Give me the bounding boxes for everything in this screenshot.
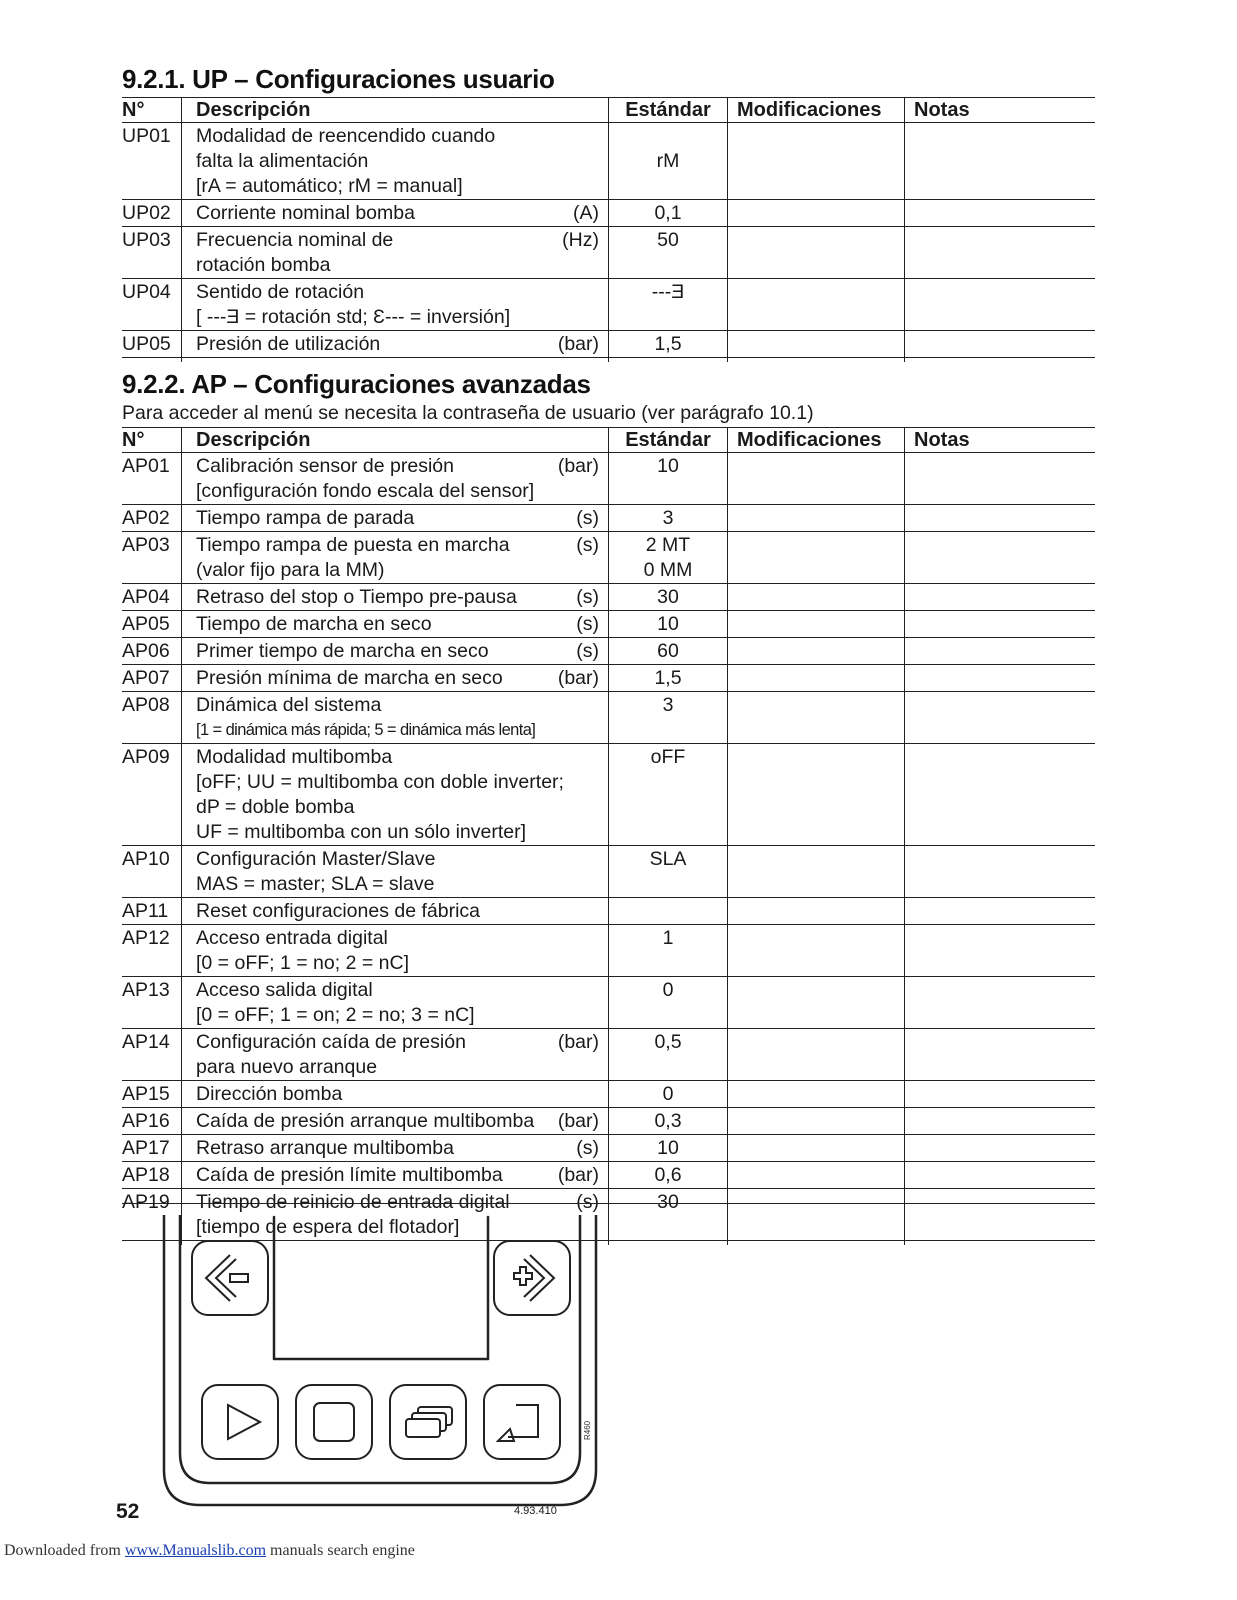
param-standard xyxy=(609,898,728,924)
param-description xyxy=(182,279,609,330)
standard-value: SLA xyxy=(649,848,687,870)
tail-cell xyxy=(182,358,609,362)
param-unit: (s) xyxy=(576,586,599,608)
description-line: [1 = dinámica más rápida; 5 = dinámica más lenta] xyxy=(196,721,536,739)
table-header-row xyxy=(122,97,1095,123)
description-line: Dirección bomba xyxy=(196,1083,343,1105)
param-description xyxy=(182,611,609,637)
tail-cell xyxy=(905,358,1095,362)
param-notes xyxy=(905,532,1095,583)
description-line: [oFF; UU = multibomba con doble inverter; xyxy=(196,771,564,793)
param-description xyxy=(182,846,609,897)
param-unit: (bar) xyxy=(557,1031,599,1053)
param-modifications xyxy=(728,611,905,637)
param-description xyxy=(182,331,609,357)
param-modifications xyxy=(728,584,905,610)
menu-icon xyxy=(390,1385,466,1459)
standard-value: 0,3 xyxy=(654,1110,682,1132)
param-code: UP03 xyxy=(122,227,182,278)
description-line: [rA = automático; rM = manual] xyxy=(196,175,463,197)
header-modifications: Modificaciones xyxy=(728,428,905,452)
param-description xyxy=(182,692,609,743)
param-modifications xyxy=(728,638,905,664)
table-bottom-rule xyxy=(122,1203,1095,1204)
param-description xyxy=(182,898,609,924)
description-line: Tiempo de reinicio de entrada digital xyxy=(196,1191,510,1213)
param-code: AP04 xyxy=(122,584,182,610)
param-code: AP02 xyxy=(122,505,182,531)
standard-value: 0 xyxy=(662,1083,674,1105)
param-standard xyxy=(609,638,728,664)
standard-value: 3 xyxy=(662,507,674,529)
description-line: rotación bomba xyxy=(196,254,331,276)
param-code: UP05 xyxy=(122,331,182,357)
param-notes xyxy=(905,1081,1095,1107)
table-row xyxy=(122,898,1095,925)
param-standard xyxy=(609,227,728,278)
display-window xyxy=(274,1217,488,1359)
header-standard: Estándar xyxy=(609,428,728,452)
param-code: AP14 xyxy=(122,1029,182,1080)
table-row xyxy=(122,453,1095,505)
table-row xyxy=(122,1081,1095,1108)
document-reference: 4.93.410 xyxy=(514,1505,557,1517)
table-row xyxy=(122,1162,1095,1189)
param-description xyxy=(182,200,609,226)
table-row xyxy=(122,1108,1095,1135)
description-line: para nuevo arranque xyxy=(196,1056,378,1078)
table-row xyxy=(122,200,1095,227)
description-line: Configuración Master/Slave xyxy=(196,848,436,870)
param-description xyxy=(182,665,609,691)
table-row xyxy=(122,638,1095,665)
param-standard xyxy=(609,692,728,743)
standard-value: 1 xyxy=(662,927,674,949)
standard-value: 0 xyxy=(662,979,674,1001)
description-line: dP = doble bomba xyxy=(196,796,355,818)
param-code: AP12 xyxy=(122,925,182,976)
param-modifications xyxy=(728,505,905,531)
param-notes xyxy=(905,611,1095,637)
param-unit: (bar) xyxy=(557,667,599,689)
description-line: Tiempo de marcha en seco xyxy=(196,613,432,635)
param-modifications xyxy=(728,925,905,976)
param-unit: (s) xyxy=(576,1191,599,1213)
param-notes xyxy=(905,925,1095,976)
param-unit: (bar) xyxy=(557,1110,599,1132)
standard-value: rM xyxy=(656,150,680,172)
table-row xyxy=(122,665,1095,692)
stop-icon xyxy=(296,1385,372,1459)
param-unit: (s) xyxy=(576,507,599,529)
table-row xyxy=(122,692,1095,744)
param-notes xyxy=(905,227,1095,278)
param-notes xyxy=(905,898,1095,924)
param-code: AP08 xyxy=(122,692,182,743)
tail-cell xyxy=(122,358,182,362)
download-prefix: Downloaded from xyxy=(4,1542,125,1559)
param-standard xyxy=(609,1135,728,1161)
description-line: [0 = oFF; 1 = no; 2 = nC] xyxy=(196,952,409,974)
param-standard xyxy=(609,925,728,976)
standard-value: 30 xyxy=(657,586,679,608)
param-description xyxy=(182,453,609,504)
section-title-up: 9.2.1. UP – Configuraciones usuario xyxy=(122,64,555,94)
description-line: Retraso del stop o Tiempo pre-pausa xyxy=(196,586,517,608)
param-notes xyxy=(905,1108,1095,1134)
param-code: UP01 xyxy=(122,123,182,199)
param-code: AP13 xyxy=(122,977,182,1028)
standard-value: 10 xyxy=(657,455,679,477)
enter-button xyxy=(484,1385,560,1459)
standard-value: 3 xyxy=(662,694,674,716)
param-description xyxy=(182,925,609,976)
param-code: AP09 xyxy=(122,744,182,845)
param-standard xyxy=(609,665,728,691)
standard-value: 60 xyxy=(657,640,679,662)
page-number: 52 xyxy=(116,1500,140,1523)
param-notes xyxy=(905,331,1095,357)
param-description xyxy=(182,744,609,845)
table-row xyxy=(122,977,1095,1029)
standard-value: 0,6 xyxy=(654,1164,682,1186)
minus-arrow-icon xyxy=(192,1241,268,1315)
table-row xyxy=(122,611,1095,638)
standard-value: 10 xyxy=(657,613,679,635)
param-modifications xyxy=(728,123,905,199)
param-notes xyxy=(905,279,1095,330)
param-notes xyxy=(905,123,1095,199)
description-line: Frecuencia nominal de xyxy=(196,229,394,251)
header-modifications: Modificaciones xyxy=(728,98,905,122)
table-row xyxy=(122,584,1095,611)
description-line: Retraso arranque multibomba xyxy=(196,1137,454,1159)
param-standard xyxy=(609,846,728,897)
description-line: [configuración fondo escala del sensor] xyxy=(196,480,535,502)
download-note xyxy=(4,1542,415,1560)
param-code: AP15 xyxy=(122,1081,182,1107)
tail-cell xyxy=(728,1241,905,1245)
ap-intro-text: Para acceder al menú se necesita la contraseña de usuario (ver parágrafo 10.1) xyxy=(122,402,814,424)
param-unit: (s) xyxy=(576,640,599,662)
param-description xyxy=(182,1135,609,1161)
table-row xyxy=(122,227,1095,279)
param-description xyxy=(182,123,609,199)
param-modifications xyxy=(728,279,905,330)
param-modifications xyxy=(728,331,905,357)
param-description xyxy=(182,532,609,583)
param-code: AP17 xyxy=(122,1135,182,1161)
description-line: Tiempo rampa de parada xyxy=(196,507,415,529)
param-notes xyxy=(905,200,1095,226)
plus-arrow-icon xyxy=(494,1241,570,1315)
param-standard xyxy=(609,532,728,583)
param-notes xyxy=(905,692,1095,743)
header-notes: Notas xyxy=(914,429,970,451)
figure-code: R460 xyxy=(583,1420,592,1440)
description-line: Corriente nominal bomba xyxy=(196,202,415,224)
description-line: Dinámica del sistema xyxy=(196,694,382,716)
param-code: UP04 xyxy=(122,279,182,330)
standard-value: 0,1 xyxy=(654,202,682,224)
param-notes xyxy=(905,744,1095,845)
description-line: Reset configuraciones de fábrica xyxy=(196,900,480,922)
param-unit: (bar) xyxy=(557,455,599,477)
table-row xyxy=(122,505,1095,532)
param-standard xyxy=(609,200,728,226)
param-description xyxy=(182,584,609,610)
description-line: Tiempo rampa de puesta en marcha xyxy=(196,534,510,556)
standard-value xyxy=(609,899,727,924)
param-standard xyxy=(609,1029,728,1080)
up-parameters-table xyxy=(122,97,1095,362)
param-notes xyxy=(905,1135,1095,1161)
param-modifications xyxy=(728,1029,905,1080)
param-notes xyxy=(905,1189,1095,1240)
device-inner-outline xyxy=(180,1215,580,1483)
description-line: [tiempo de espera del flotador] xyxy=(196,1216,460,1238)
param-modifications xyxy=(728,846,905,897)
section-title-ap: 9.2.2. AP – Configuraciones avanzadas xyxy=(122,369,591,399)
standard-value: 10 xyxy=(657,1137,679,1159)
tail-cell xyxy=(609,358,728,362)
param-modifications xyxy=(728,1135,905,1161)
table-header-row xyxy=(122,427,1095,453)
description-line: Modalidad de reencendido cuando xyxy=(196,125,496,147)
param-code: AP07 xyxy=(122,665,182,691)
param-notes xyxy=(905,584,1095,610)
enter-icon xyxy=(484,1385,560,1459)
table-row xyxy=(122,123,1095,200)
description-line: UF = multibomba con un sólo inverter] xyxy=(196,821,527,843)
param-code: AP11 xyxy=(122,898,182,924)
description-line: Presión de utilización xyxy=(196,333,381,355)
play-icon xyxy=(202,1385,278,1459)
param-notes xyxy=(905,846,1095,897)
standard-value: 1,5 xyxy=(654,667,682,689)
param-description xyxy=(182,1029,609,1080)
param-modifications xyxy=(728,1189,905,1240)
description-line: Primer tiempo de marcha en seco xyxy=(196,640,489,662)
description-line: Caída de presión arranque multibomba xyxy=(196,1110,535,1132)
table-row xyxy=(122,331,1095,358)
description-line: Presión mínima de marcha en seco xyxy=(196,667,503,689)
param-unit: (A) xyxy=(573,202,599,224)
param-notes xyxy=(905,638,1095,664)
param-modifications xyxy=(728,1081,905,1107)
param-code: AP19 xyxy=(122,1189,182,1240)
param-standard xyxy=(609,505,728,531)
param-unit: (bar) xyxy=(557,333,599,355)
param-standard xyxy=(609,1108,728,1134)
standard-value xyxy=(609,124,727,149)
param-modifications xyxy=(728,744,905,845)
header-description: Descripción xyxy=(182,428,609,452)
param-notes xyxy=(905,1162,1095,1188)
standard-value: 2 MT xyxy=(645,534,691,556)
param-standard xyxy=(609,977,728,1028)
description-line: Calibración sensor de presión xyxy=(196,455,454,477)
param-modifications xyxy=(728,1162,905,1188)
param-modifications xyxy=(728,665,905,691)
header-standard: Estándar xyxy=(609,98,728,122)
description-line: MAS = master; SLA = slave xyxy=(196,873,435,895)
param-description xyxy=(182,1162,609,1188)
standard-value: oFF xyxy=(650,746,686,768)
param-modifications xyxy=(728,692,905,743)
description-line: Caída de presión límite multibomba xyxy=(196,1164,503,1186)
param-standard xyxy=(609,611,728,637)
param-notes xyxy=(905,505,1095,531)
param-notes xyxy=(905,1029,1095,1080)
header-notes: Notas xyxy=(914,99,970,121)
description-line: Acceso salida digital xyxy=(196,979,373,1001)
table-tail xyxy=(122,358,1095,362)
control-panel-illustration xyxy=(150,1215,620,1515)
param-notes xyxy=(905,665,1095,691)
param-standard xyxy=(609,584,728,610)
manualslib-link[interactable]: www.Manualslib.com xyxy=(124,1542,267,1559)
param-standard xyxy=(609,279,728,330)
param-notes xyxy=(905,977,1095,1028)
param-description xyxy=(182,638,609,664)
param-description xyxy=(182,227,609,278)
param-code: AP06 xyxy=(122,638,182,664)
description-line: Modalidad multibomba xyxy=(196,746,393,768)
param-standard xyxy=(609,1162,728,1188)
standard-value: 50 xyxy=(657,229,679,251)
param-modifications xyxy=(728,898,905,924)
standard-value: 0 MM xyxy=(643,559,693,581)
param-standard xyxy=(609,744,728,845)
description-line: Acceso entrada digital xyxy=(196,927,388,949)
table-row xyxy=(122,279,1095,331)
param-modifications xyxy=(728,200,905,226)
standard-value: ---Ǝ xyxy=(651,281,685,303)
param-modifications xyxy=(728,977,905,1028)
param-description xyxy=(182,1108,609,1134)
param-standard xyxy=(609,1081,728,1107)
table-row xyxy=(122,744,1095,846)
standard-value: 30 xyxy=(657,1191,679,1213)
description-line: [0 = oFF; 1 = on; 2 = no; 3 = nC] xyxy=(196,1004,475,1026)
param-unit: (Hz) xyxy=(562,229,599,251)
param-unit: (s) xyxy=(576,534,599,556)
param-standard xyxy=(609,331,728,357)
param-code: AP05 xyxy=(122,611,182,637)
description-line: falta la alimentación xyxy=(196,150,369,172)
table-row xyxy=(122,1135,1095,1162)
table-row xyxy=(122,925,1095,977)
param-modifications xyxy=(728,227,905,278)
standard-value: 1,5 xyxy=(654,333,682,355)
header-number: N° xyxy=(122,98,182,122)
param-unit: (s) xyxy=(576,1137,599,1159)
param-description xyxy=(182,505,609,531)
header-description: Descripción xyxy=(182,98,609,122)
ap-parameters-table xyxy=(122,427,1095,1245)
param-standard xyxy=(609,1189,728,1240)
param-notes xyxy=(905,453,1095,504)
param-description xyxy=(182,1081,609,1107)
play-button xyxy=(202,1385,278,1459)
param-code: AP16 xyxy=(122,1108,182,1134)
tail-cell xyxy=(728,358,905,362)
param-modifications xyxy=(728,453,905,504)
param-modifications xyxy=(728,1108,905,1134)
table-row xyxy=(122,1029,1095,1081)
table-row xyxy=(122,846,1095,898)
param-modifications xyxy=(728,532,905,583)
param-code: AP03 xyxy=(122,532,182,583)
param-unit: (bar) xyxy=(557,1164,599,1186)
param-code: AP10 xyxy=(122,846,182,897)
description-line: [ ---Ǝ = rotación std; Ɛ--- = inversión] xyxy=(196,306,511,328)
header-number: N° xyxy=(122,428,182,452)
description-line: Sentido de rotación xyxy=(196,281,365,303)
param-standard xyxy=(609,123,728,199)
download-suffix: manuals search engine xyxy=(266,1542,415,1559)
tail-cell xyxy=(905,1241,1095,1245)
param-description xyxy=(182,977,609,1028)
description-line: (valor fijo para la MM) xyxy=(196,559,385,581)
param-unit: (s) xyxy=(576,613,599,635)
param-code: UP02 xyxy=(122,200,182,226)
param-standard xyxy=(609,453,728,504)
param-code: AP01 xyxy=(122,453,182,504)
standard-value: 0,5 xyxy=(654,1031,682,1053)
stop-button xyxy=(296,1385,372,1459)
table-row xyxy=(122,532,1095,584)
param-code: AP18 xyxy=(122,1162,182,1188)
tail-cell xyxy=(609,1241,728,1245)
description-line: Configuración caída de presión xyxy=(196,1031,466,1053)
